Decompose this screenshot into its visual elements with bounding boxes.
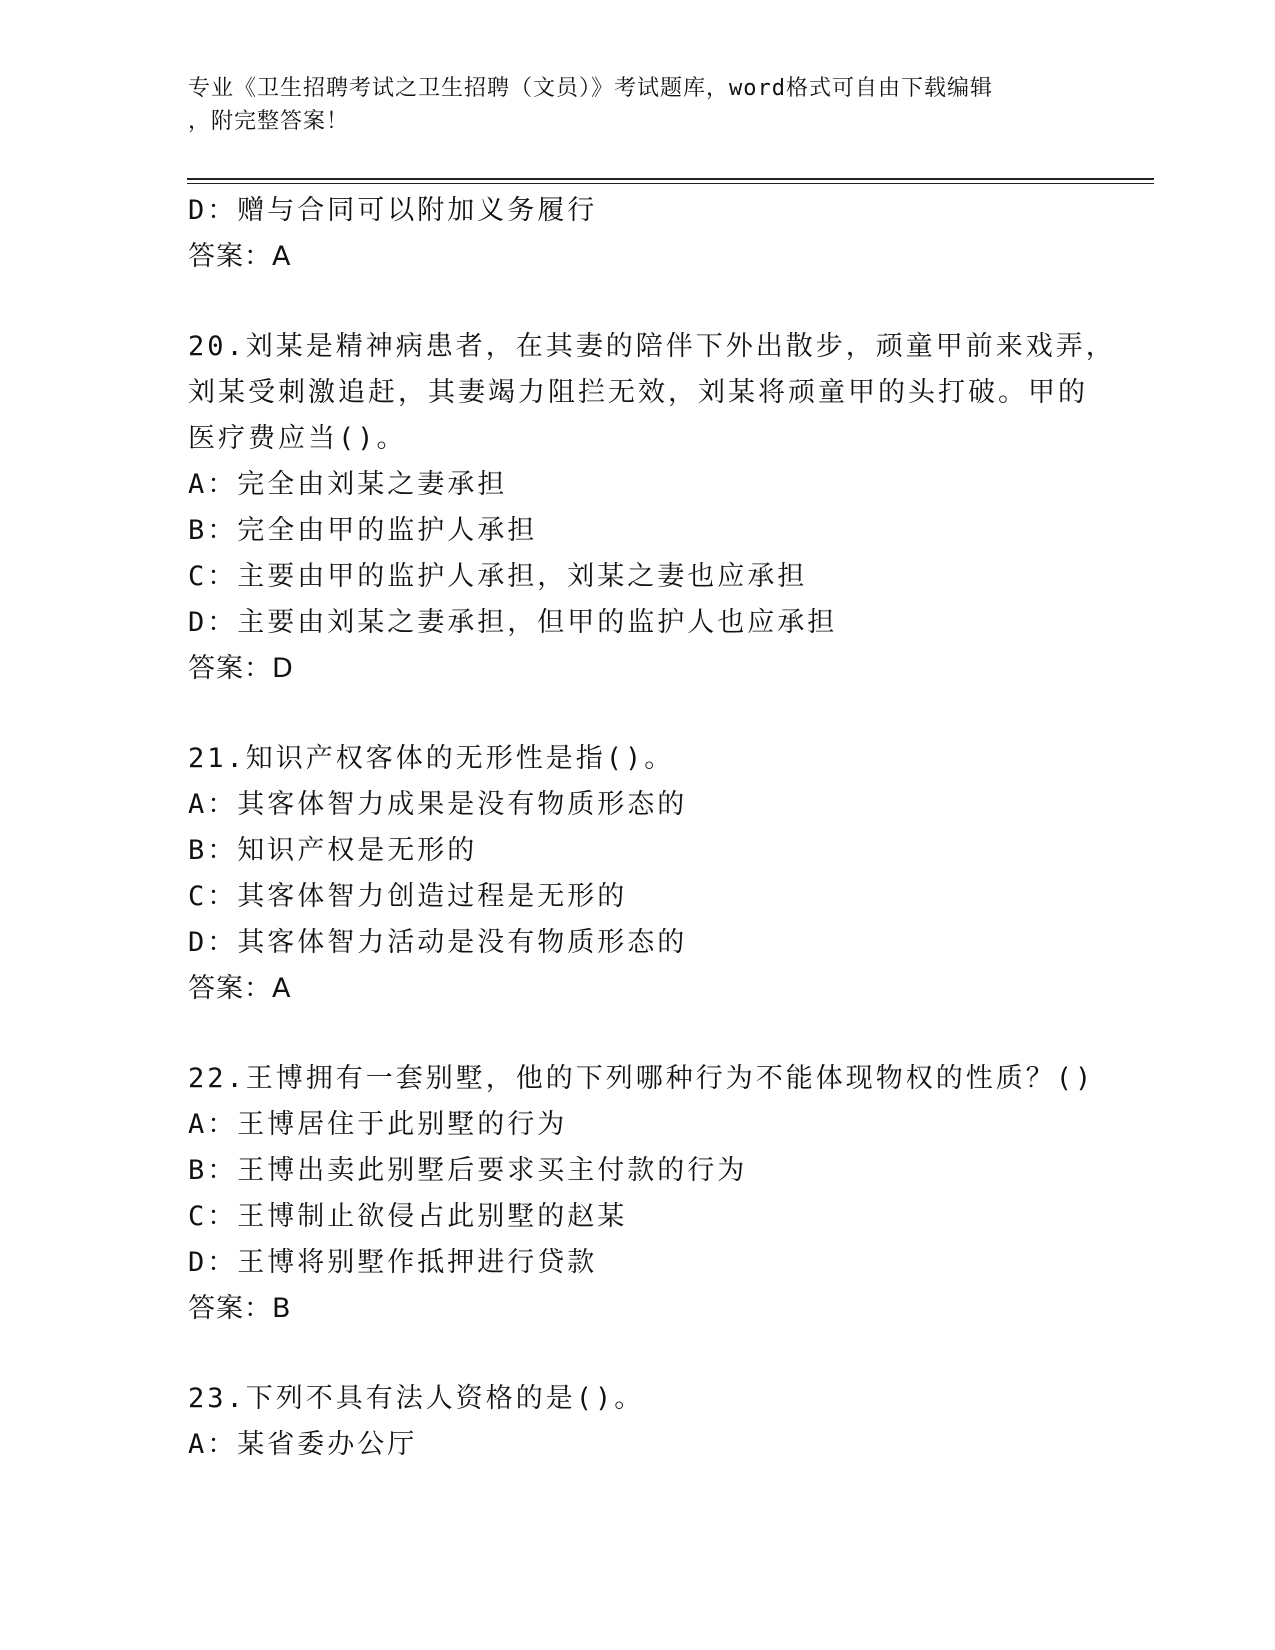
option-b: B：完全由甲的监护人承担: [188, 515, 538, 546]
option-a: A：完全由刘某之妻承担: [188, 469, 508, 500]
question-stem-line: 22.王博拥有一套别墅，他的下列哪种行为不能体现物权的性质？(): [188, 1063, 1095, 1094]
header-line-2: ，附完整答案！: [188, 109, 350, 134]
answer-line: 答案：A: [188, 973, 292, 1004]
option-d: D：主要由刘某之妻承担，但甲的监护人也应承担: [188, 607, 838, 638]
header-divider-thick: [187, 178, 1154, 180]
question-block-20: [188, 324, 1148, 692]
option-c: C：主要由甲的监护人承担，刘某之妻也应承担: [188, 561, 808, 592]
question-block-23: [188, 1376, 1148, 1468]
document-header: [188, 72, 1088, 138]
answer-line: 答案：D: [188, 653, 294, 684]
option-b: B：知识产权是无形的: [188, 835, 478, 866]
answer-line: 答案：A: [188, 241, 292, 272]
question-stem-line: 20.刘某是精神病患者，在其妻的陪伴下外出散步，顽童甲前来戏弄，: [188, 331, 1116, 362]
option-b: B：王博出卖此别墅后要求买主付款的行为: [188, 1155, 748, 1186]
option-c: C：其客体智力创造过程是无形的: [188, 881, 628, 912]
question-list: [188, 188, 1148, 1468]
option-a: A：某省委办公厅: [188, 1429, 418, 1460]
answer-line: 答案：B: [188, 1293, 292, 1324]
header-divider-thin: [187, 183, 1154, 184]
option-d: D：其客体智力活动是没有物质形态的: [188, 927, 688, 958]
option-d: D：赠与合同可以附加义务履行: [188, 195, 598, 226]
question-block-21: [188, 736, 1148, 1012]
question-stem-line: 21.知识产权客体的无形性是指()。: [188, 743, 675, 774]
option-d: D：王博将别墅作抵押进行贷款: [188, 1247, 598, 1278]
question-stem-line: 23.下列不具有法人资格的是()。: [188, 1383, 645, 1414]
option-c: C：王博制止欲侵占此别墅的赵某: [188, 1201, 628, 1232]
header-line-1: 专业《卫生招聘考试之卫生招聘（文员）》考试题库，word格式可自由下载编辑: [188, 76, 993, 101]
option-a: A：其客体智力成果是没有物质形态的: [188, 789, 688, 820]
question-block-22: [188, 1056, 1148, 1332]
question-stem-line: 医疗费应当()。: [188, 423, 407, 454]
option-a: A：王博居住于此别墅的行为: [188, 1109, 568, 1140]
question-stem-line: 刘某受刺激追赶，其妻竭力阻拦无效，刘某将顽童甲的头打破。甲的: [188, 377, 1088, 408]
